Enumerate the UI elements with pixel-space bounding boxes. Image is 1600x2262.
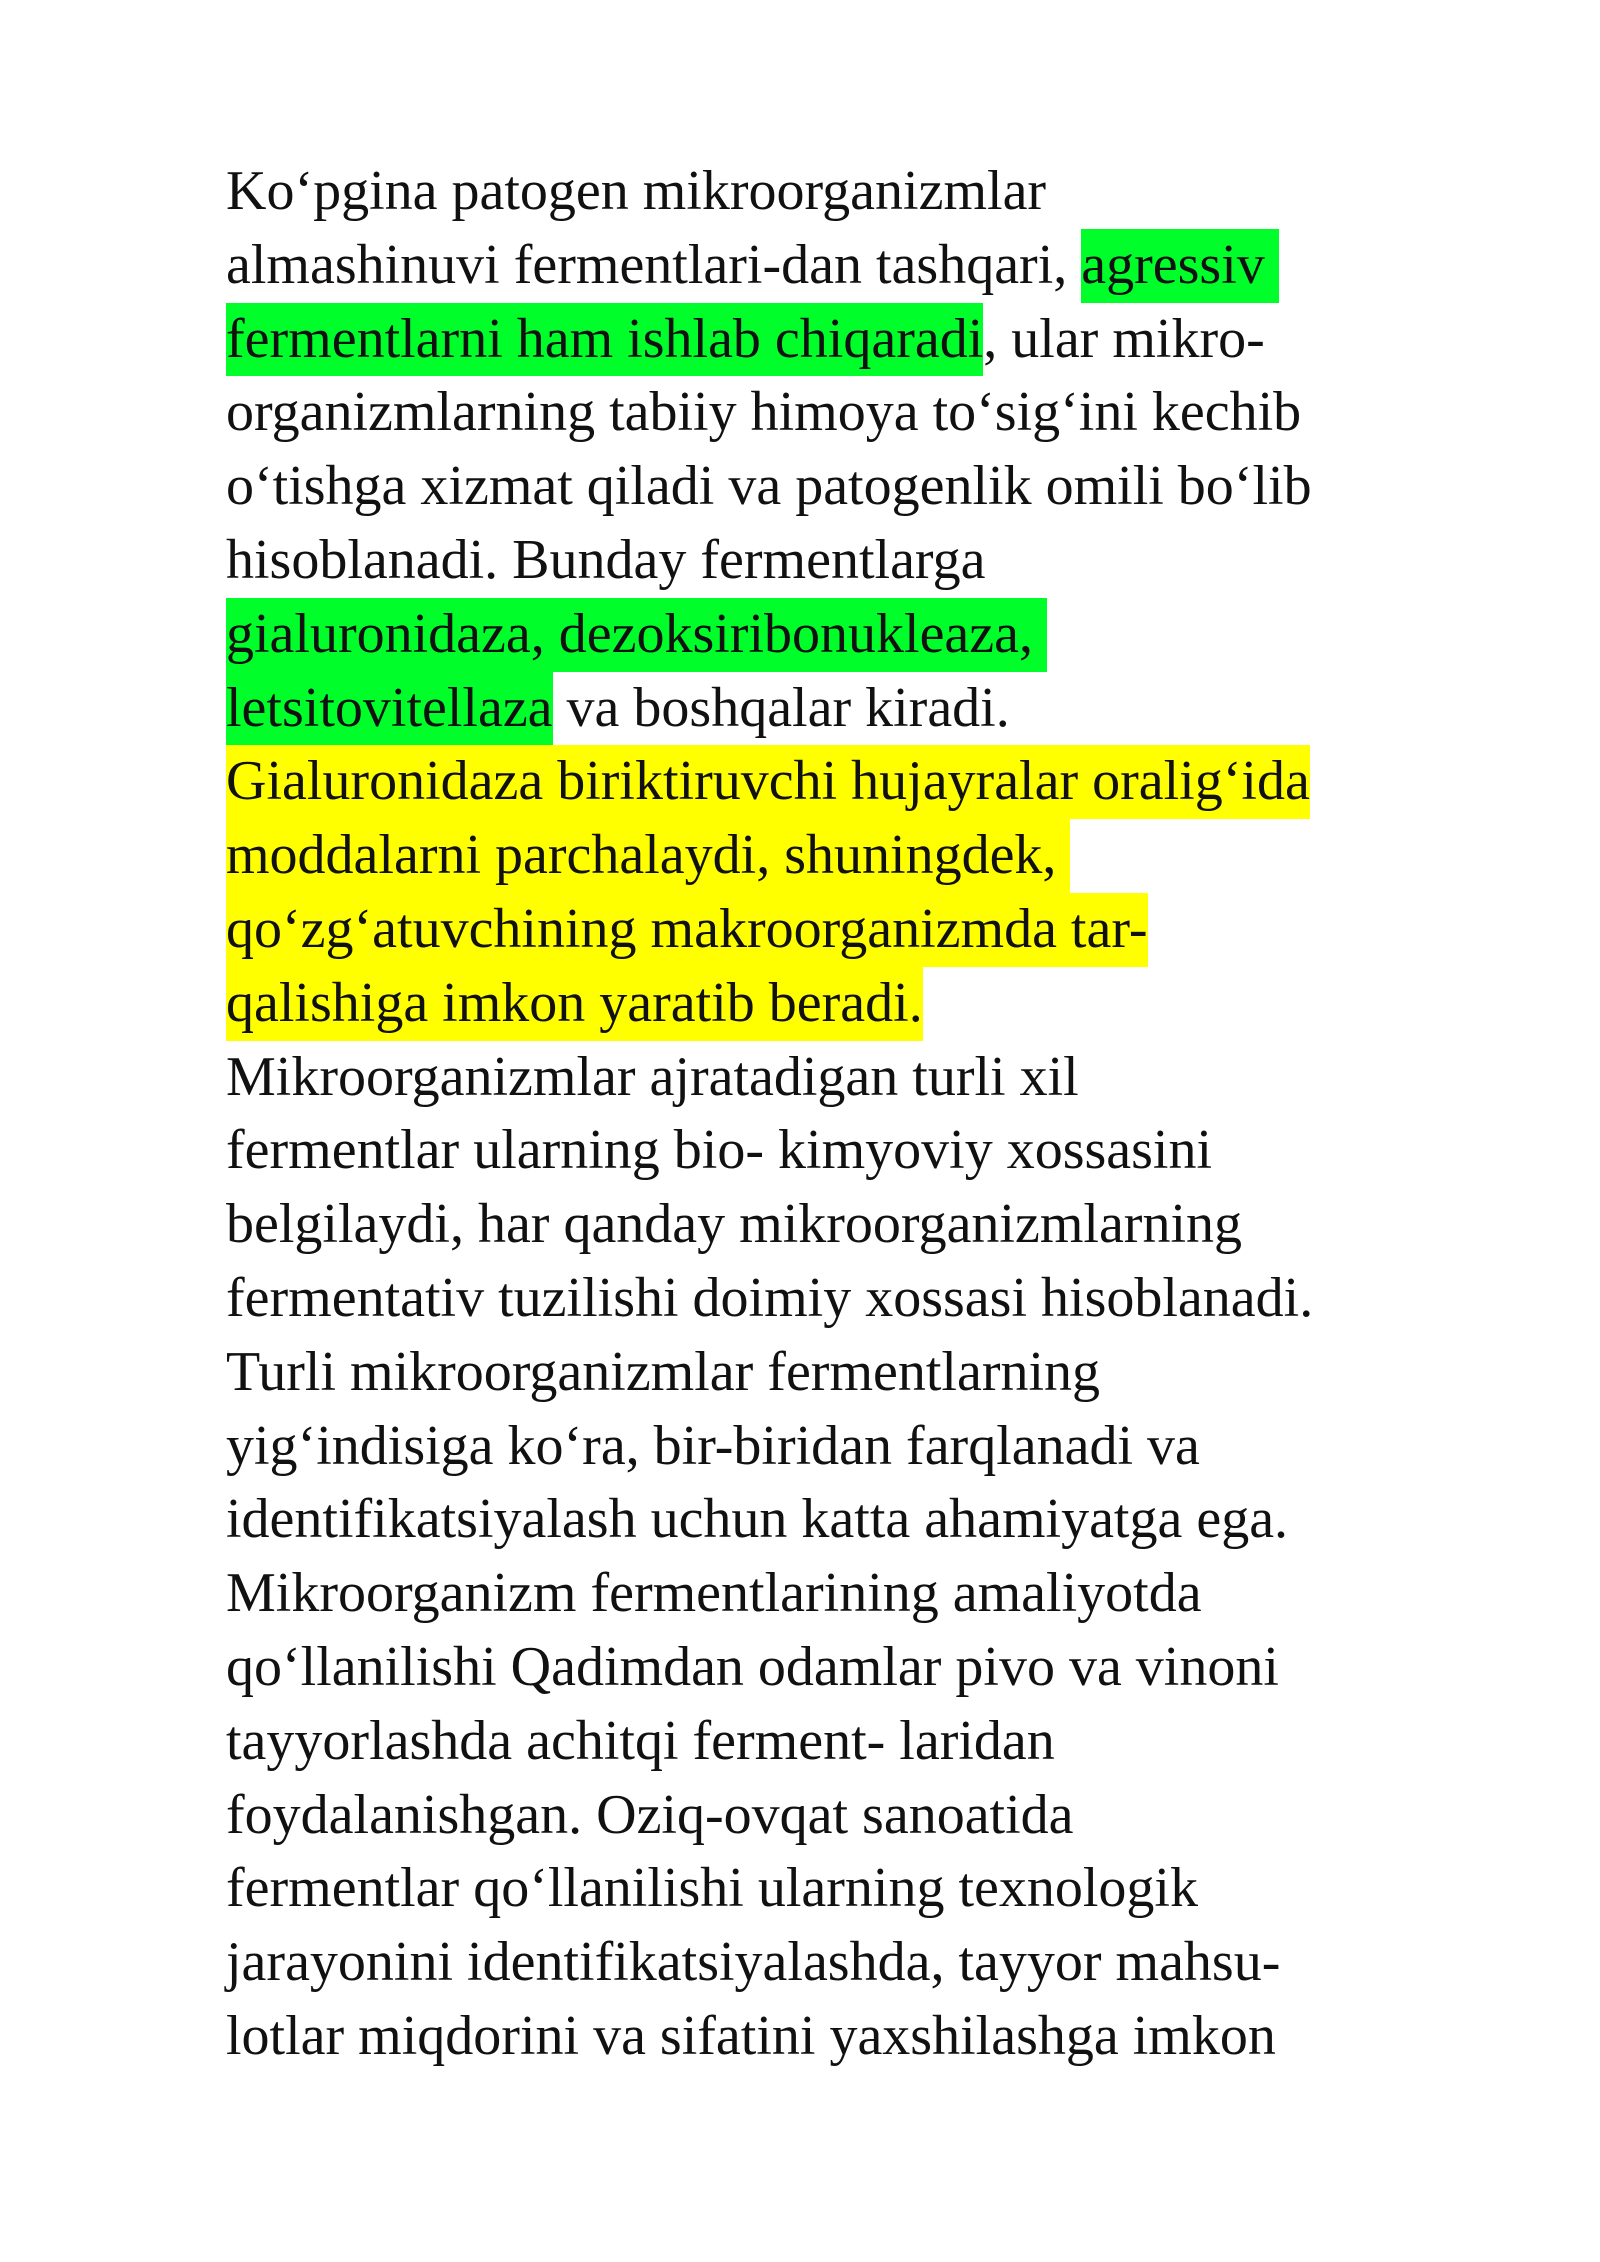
text-segment: qo‘llanilishi Qadimdan odamlar pivo va vinoni [226, 1635, 1279, 1698]
text-segment: almashinuvi fermentlari-dan tashqari, [226, 233, 1082, 296]
highlighted-text-yellow: qalishiga imkon yaratib beradi. [226, 967, 923, 1041]
text-segment: va boshqalar kiradi. [552, 676, 1010, 739]
text-segment: fermentativ tuzilishi doimiy xossasi hisoblanadi. [226, 1266, 1314, 1329]
text-segment: Turli mikroorganizmlar fermentlarning [226, 1340, 1101, 1403]
text-line [226, 1336, 1526, 1410]
highlighted-text-green: letsitovitellaza [226, 672, 553, 746]
text-line [226, 229, 1526, 303]
text-line [226, 1631, 1526, 1705]
text-line [226, 155, 1526, 229]
highlighted-text-green: fermentlarni ham ishlab chiqaradi [226, 303, 983, 377]
highlighted-text-green: gialuronidaza, dezoksiribonukleaza, [226, 598, 1047, 672]
text-line [226, 1262, 1526, 1336]
text-line [226, 1852, 1526, 1926]
text-segment: hisoblanadi. Bunday fermentlarga [226, 528, 986, 591]
text-line [226, 598, 1526, 672]
text-line [226, 2000, 1526, 2074]
text-segment: jarayonini identifikatsiyalashda, tayyor mahsu- [226, 1931, 1281, 1994]
text-line [226, 1188, 1526, 1262]
text-line [226, 819, 1526, 893]
text-segment: Ko‘pgina patogen mikroorganizmlar [226, 160, 1047, 222]
text-line [226, 1926, 1526, 2000]
text-line [226, 1114, 1526, 1188]
highlighted-text-yellow: moddalarni parchalaydi, shuningdek, [226, 819, 1070, 893]
text-segment: Mikroorganizm fermentlarining amaliyotda [226, 1562, 1202, 1625]
text-line [226, 1779, 1526, 1853]
text-segment: lotlar miqdorini va sifatini yaxshilashga imkon [226, 2004, 1276, 2067]
highlighted-text-yellow: Gialuronidaza biriktiruvchi hujayralar oralig‘ida [226, 745, 1310, 819]
text-line [226, 672, 1526, 746]
text-line [226, 450, 1526, 524]
text-segment: foydalanishgan. Oziq-ovqat sanoatida [226, 1783, 1074, 1846]
text-segment: belgilaydi, har qanday mikroorganizmlarning [226, 1193, 1243, 1256]
text-line [226, 893, 1526, 967]
text-segment: o‘tishga xizmat qiladi va patogenlik omili bo‘lib [226, 455, 1312, 518]
text-segment: identifikatsiyalash uchun katta ahamiyatga ega. [226, 1488, 1289, 1551]
text-line [226, 524, 1526, 598]
text-line [226, 1483, 1526, 1557]
text-segment: Mikroorganizmlar ajratadigan turli xil [226, 1045, 1079, 1108]
text-line [226, 376, 1526, 450]
text-line [226, 1410, 1526, 1484]
text-segment: tayyorlashda achitqi ferment- laridan [226, 1709, 1055, 1772]
text-line [226, 1557, 1526, 1631]
text-segment: fermentlar qo‘llanilishi ularning texnologik [226, 1857, 1198, 1920]
text-segment: organizmlarning tabiiy himoya to‘sig‘ini kechib [226, 381, 1302, 444]
text-line [226, 967, 1526, 1041]
text-segment: , ular mikro- [983, 307, 1265, 370]
body-text [226, 155, 1526, 2074]
text-line [226, 303, 1526, 377]
text-line [226, 745, 1526, 819]
highlighted-text-yellow: qo‘zg‘atuvchining makroorganizmda tar- [226, 893, 1148, 967]
highlighted-text-green: agressiv [1081, 229, 1279, 303]
text-segment: fermentlar ularning bio- kimyoviy xossasini [226, 1119, 1213, 1182]
text-line [226, 1041, 1526, 1115]
text-line [226, 1705, 1526, 1779]
text-segment: yig‘indisiga ko‘ra, bir-biridan farqlanadi va [226, 1414, 1200, 1477]
